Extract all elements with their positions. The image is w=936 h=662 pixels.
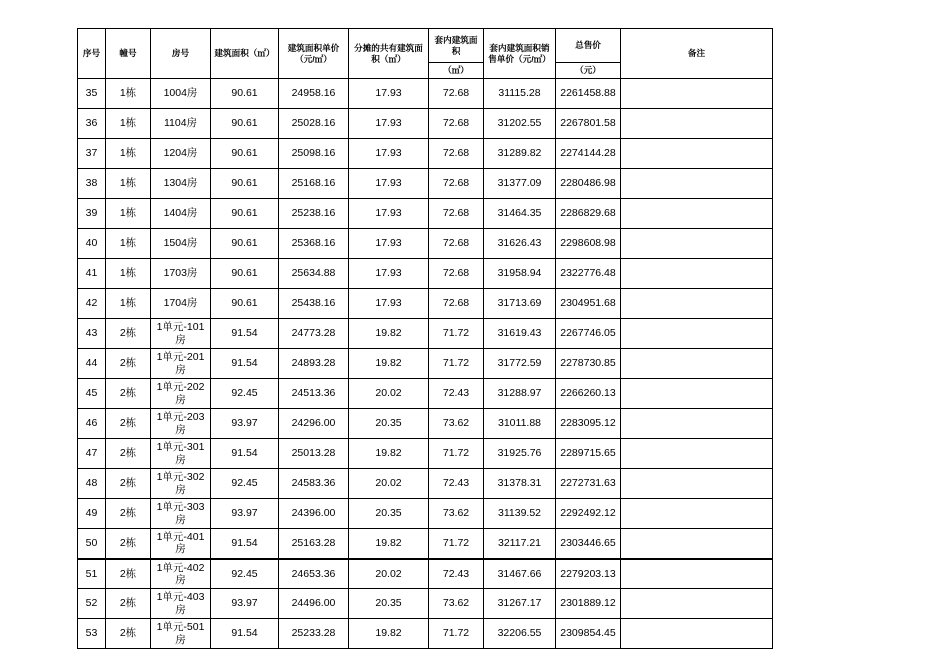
cell-building-area: 90.61 bbox=[211, 79, 279, 109]
column-header-total-price-unit: （元） bbox=[556, 63, 621, 79]
cell-seq: 48 bbox=[78, 469, 106, 499]
cell-inner-unit-price: 31464.35 bbox=[484, 199, 556, 229]
cell-shared-area: 19.82 bbox=[349, 319, 429, 349]
cell-remark bbox=[621, 559, 773, 589]
cell-building-unit-price: 25368.16 bbox=[279, 229, 349, 259]
cell-remark bbox=[621, 409, 773, 439]
cell-room: 1单元-401房 bbox=[151, 529, 211, 559]
cell-seq: 40 bbox=[78, 229, 106, 259]
cell-building-area: 93.97 bbox=[211, 499, 279, 529]
cell-inner-area: 72.68 bbox=[429, 229, 484, 259]
cell-inner-unit-price: 31619.43 bbox=[484, 319, 556, 349]
cell-inner-area: 72.68 bbox=[429, 109, 484, 139]
cell-building: 1栋 bbox=[106, 289, 151, 319]
cell-inner-unit-price: 31958.94 bbox=[484, 259, 556, 289]
cell-shared-area: 20.02 bbox=[349, 379, 429, 409]
cell-seq: 51 bbox=[78, 559, 106, 589]
cell-building-unit-price: 24496.00 bbox=[279, 589, 349, 619]
cell-building-unit-price: 24773.28 bbox=[279, 319, 349, 349]
cell-building: 1栋 bbox=[106, 139, 151, 169]
cell-total-price: 2272731.63 bbox=[556, 469, 621, 499]
cell-remark bbox=[621, 109, 773, 139]
cell-seq: 38 bbox=[78, 169, 106, 199]
table-row bbox=[78, 139, 773, 169]
cell-shared-area: 17.93 bbox=[349, 139, 429, 169]
cell-total-price: 2303446.65 bbox=[556, 529, 621, 559]
cell-inner-area: 72.68 bbox=[429, 169, 484, 199]
cell-building-unit-price: 24653.36 bbox=[279, 559, 349, 589]
cell-remark bbox=[621, 79, 773, 109]
cell-building-area: 90.61 bbox=[211, 259, 279, 289]
column-header-building-unit-price: 建筑面积单价（元/㎡） bbox=[279, 29, 349, 79]
table-row bbox=[78, 109, 773, 139]
table-row bbox=[78, 499, 773, 529]
cell-building: 2栋 bbox=[106, 499, 151, 529]
price-table-container bbox=[77, 28, 772, 649]
cell-inner-area: 73.62 bbox=[429, 589, 484, 619]
table-row bbox=[78, 289, 773, 319]
cell-room: 1单元-501房 bbox=[151, 619, 211, 649]
cell-inner-area: 72.43 bbox=[429, 379, 484, 409]
cell-building: 1栋 bbox=[106, 259, 151, 289]
cell-inner-unit-price: 31267.17 bbox=[484, 589, 556, 619]
cell-inner-area: 71.72 bbox=[429, 349, 484, 379]
cell-building-area: 92.45 bbox=[211, 379, 279, 409]
column-header-building-area: 建筑面积（㎡） bbox=[211, 29, 279, 79]
cell-remark bbox=[621, 469, 773, 499]
price-table bbox=[77, 28, 773, 649]
cell-building-area: 91.54 bbox=[211, 349, 279, 379]
cell-inner-unit-price: 31467.66 bbox=[484, 559, 556, 589]
column-header-seq: 序号 bbox=[78, 29, 106, 79]
cell-inner-area: 71.72 bbox=[429, 529, 484, 559]
cell-building: 2栋 bbox=[106, 439, 151, 469]
cell-remark bbox=[621, 229, 773, 259]
table-row bbox=[78, 379, 773, 409]
cell-total-price: 2298608.98 bbox=[556, 229, 621, 259]
cell-room: 1单元-203房 bbox=[151, 409, 211, 439]
table-row bbox=[78, 559, 773, 589]
cell-seq: 36 bbox=[78, 109, 106, 139]
cell-room: 1304房 bbox=[151, 169, 211, 199]
column-header-room: 房号 bbox=[151, 29, 211, 79]
table-row bbox=[78, 79, 773, 109]
cell-shared-area: 20.02 bbox=[349, 559, 429, 589]
cell-inner-unit-price: 31772.59 bbox=[484, 349, 556, 379]
cell-building: 1栋 bbox=[106, 199, 151, 229]
cell-inner-unit-price: 32117.21 bbox=[484, 529, 556, 559]
cell-total-price: 2261458.88 bbox=[556, 79, 621, 109]
cell-seq: 53 bbox=[78, 619, 106, 649]
cell-building: 2栋 bbox=[106, 319, 151, 349]
cell-shared-area: 17.93 bbox=[349, 199, 429, 229]
cell-inner-area: 72.68 bbox=[429, 79, 484, 109]
cell-building-unit-price: 24513.36 bbox=[279, 379, 349, 409]
cell-building-unit-price: 25168.16 bbox=[279, 169, 349, 199]
cell-remark bbox=[621, 169, 773, 199]
cell-building-unit-price: 25438.16 bbox=[279, 289, 349, 319]
table-row bbox=[78, 259, 773, 289]
cell-seq: 52 bbox=[78, 589, 106, 619]
cell-building: 1栋 bbox=[106, 109, 151, 139]
cell-building-unit-price: 25163.28 bbox=[279, 529, 349, 559]
cell-shared-area: 19.82 bbox=[349, 439, 429, 469]
cell-inner-area: 72.68 bbox=[429, 139, 484, 169]
cell-total-price: 2278730.85 bbox=[556, 349, 621, 379]
cell-inner-area: 71.72 bbox=[429, 619, 484, 649]
table-row bbox=[78, 169, 773, 199]
cell-room: 1单元-101房 bbox=[151, 319, 211, 349]
cell-total-price: 2304951.68 bbox=[556, 289, 621, 319]
cell-inner-unit-price: 31377.09 bbox=[484, 169, 556, 199]
cell-remark bbox=[621, 529, 773, 559]
cell-shared-area: 19.82 bbox=[349, 619, 429, 649]
column-header-total-price: 总售价 bbox=[556, 29, 621, 63]
cell-building-unit-price: 25238.16 bbox=[279, 199, 349, 229]
cell-building-unit-price: 24583.36 bbox=[279, 469, 349, 499]
cell-building: 1栋 bbox=[106, 169, 151, 199]
cell-seq: 37 bbox=[78, 139, 106, 169]
cell-room: 1单元-403房 bbox=[151, 589, 211, 619]
cell-remark bbox=[621, 289, 773, 319]
cell-building: 2栋 bbox=[106, 409, 151, 439]
cell-inner-area: 72.43 bbox=[429, 559, 484, 589]
table-header-row-main bbox=[78, 29, 773, 63]
column-header-remark: 备注 bbox=[621, 29, 773, 79]
cell-seq: 42 bbox=[78, 289, 106, 319]
cell-building-unit-price: 24296.00 bbox=[279, 409, 349, 439]
cell-building-unit-price: 25013.28 bbox=[279, 439, 349, 469]
cell-building: 2栋 bbox=[106, 589, 151, 619]
cell-seq: 46 bbox=[78, 409, 106, 439]
cell-inner-unit-price: 31925.76 bbox=[484, 439, 556, 469]
cell-inner-unit-price: 31139.52 bbox=[484, 499, 556, 529]
cell-room: 1104房 bbox=[151, 109, 211, 139]
cell-room: 1单元-303房 bbox=[151, 499, 211, 529]
cell-remark bbox=[621, 349, 773, 379]
cell-remark bbox=[621, 439, 773, 469]
cell-inner-area: 72.68 bbox=[429, 259, 484, 289]
cell-shared-area: 17.93 bbox=[349, 169, 429, 199]
cell-total-price: 2280486.98 bbox=[556, 169, 621, 199]
cell-seq: 44 bbox=[78, 349, 106, 379]
cell-shared-area: 20.35 bbox=[349, 589, 429, 619]
cell-total-price: 2292492.12 bbox=[556, 499, 621, 529]
cell-inner-unit-price: 31288.97 bbox=[484, 379, 556, 409]
cell-inner-area: 73.62 bbox=[429, 409, 484, 439]
table-row bbox=[78, 229, 773, 259]
cell-building-area: 90.61 bbox=[211, 169, 279, 199]
cell-building-unit-price: 24893.28 bbox=[279, 349, 349, 379]
cell-inner-unit-price: 31202.55 bbox=[484, 109, 556, 139]
cell-room: 1单元-201房 bbox=[151, 349, 211, 379]
cell-total-price: 2274144.28 bbox=[556, 139, 621, 169]
cell-total-price: 2322776.48 bbox=[556, 259, 621, 289]
cell-building-area: 91.54 bbox=[211, 439, 279, 469]
cell-total-price: 2301889.12 bbox=[556, 589, 621, 619]
cell-remark bbox=[621, 499, 773, 529]
cell-inner-area: 73.62 bbox=[429, 499, 484, 529]
table-row bbox=[78, 529, 773, 559]
cell-room: 1单元-302房 bbox=[151, 469, 211, 499]
cell-remark bbox=[621, 259, 773, 289]
cell-room: 1004房 bbox=[151, 79, 211, 109]
table-row bbox=[78, 619, 773, 649]
cell-seq: 49 bbox=[78, 499, 106, 529]
cell-total-price: 2267746.05 bbox=[556, 319, 621, 349]
cell-building-area: 90.61 bbox=[211, 109, 279, 139]
cell-shared-area: 20.02 bbox=[349, 469, 429, 499]
column-header-shared-area: 分摊的共有建筑面积（㎡） bbox=[349, 29, 429, 79]
cell-building-area: 90.61 bbox=[211, 289, 279, 319]
cell-building-area: 91.54 bbox=[211, 619, 279, 649]
cell-building-area: 90.61 bbox=[211, 199, 279, 229]
cell-building-area: 91.54 bbox=[211, 319, 279, 349]
cell-building: 2栋 bbox=[106, 349, 151, 379]
cell-inner-area: 72.43 bbox=[429, 469, 484, 499]
cell-inner-unit-price: 31115.28 bbox=[484, 79, 556, 109]
cell-remark bbox=[621, 199, 773, 229]
column-header-building: 幢号 bbox=[106, 29, 151, 79]
cell-total-price: 2279203.13 bbox=[556, 559, 621, 589]
cell-seq: 39 bbox=[78, 199, 106, 229]
cell-inner-area: 72.68 bbox=[429, 199, 484, 229]
cell-remark bbox=[621, 319, 773, 349]
cell-seq: 45 bbox=[78, 379, 106, 409]
cell-building-area: 93.97 bbox=[211, 409, 279, 439]
cell-building-unit-price: 24396.00 bbox=[279, 499, 349, 529]
column-header-inner-area: 套内建筑面积 bbox=[429, 29, 484, 63]
cell-shared-area: 19.82 bbox=[349, 349, 429, 379]
cell-inner-area: 71.72 bbox=[429, 439, 484, 469]
cell-seq: 47 bbox=[78, 439, 106, 469]
table-row bbox=[78, 589, 773, 619]
cell-inner-unit-price: 31626.43 bbox=[484, 229, 556, 259]
cell-building: 2栋 bbox=[106, 379, 151, 409]
cell-shared-area: 19.82 bbox=[349, 529, 429, 559]
cell-building: 2栋 bbox=[106, 559, 151, 589]
cell-building-area: 91.54 bbox=[211, 529, 279, 559]
cell-building-unit-price: 24958.16 bbox=[279, 79, 349, 109]
cell-inner-unit-price: 32206.55 bbox=[484, 619, 556, 649]
table-row bbox=[78, 439, 773, 469]
column-header-inner-unit-price: 套内建筑面积销售单价（元/㎡） bbox=[484, 29, 556, 79]
cell-total-price: 2289715.65 bbox=[556, 439, 621, 469]
table-row bbox=[78, 469, 773, 499]
cell-total-price: 2283095.12 bbox=[556, 409, 621, 439]
cell-building: 2栋 bbox=[106, 619, 151, 649]
table-row bbox=[78, 349, 773, 379]
cell-inner-unit-price: 31289.82 bbox=[484, 139, 556, 169]
table-row bbox=[78, 319, 773, 349]
cell-room: 1404房 bbox=[151, 199, 211, 229]
cell-building-area: 90.61 bbox=[211, 139, 279, 169]
cell-remark bbox=[621, 589, 773, 619]
cell-building: 1栋 bbox=[106, 229, 151, 259]
table-header bbox=[78, 29, 773, 79]
cell-building-area: 90.61 bbox=[211, 229, 279, 259]
cell-total-price: 2286829.68 bbox=[556, 199, 621, 229]
cell-shared-area: 20.35 bbox=[349, 409, 429, 439]
cell-building-unit-price: 25098.16 bbox=[279, 139, 349, 169]
table-row bbox=[78, 409, 773, 439]
cell-room: 1504房 bbox=[151, 229, 211, 259]
cell-seq: 50 bbox=[78, 529, 106, 559]
cell-seq: 43 bbox=[78, 319, 106, 349]
cell-total-price: 2266260.13 bbox=[556, 379, 621, 409]
cell-room: 1704房 bbox=[151, 289, 211, 319]
cell-shared-area: 17.93 bbox=[349, 79, 429, 109]
cell-building-unit-price: 25634.88 bbox=[279, 259, 349, 289]
cell-shared-area: 17.93 bbox=[349, 289, 429, 319]
cell-remark bbox=[621, 619, 773, 649]
cell-building-area: 92.45 bbox=[211, 559, 279, 589]
cell-shared-area: 17.93 bbox=[349, 109, 429, 139]
cell-room: 1单元-402房 bbox=[151, 559, 211, 589]
cell-building: 1栋 bbox=[106, 79, 151, 109]
cell-room: 1703房 bbox=[151, 259, 211, 289]
cell-inner-area: 71.72 bbox=[429, 319, 484, 349]
cell-inner-unit-price: 31713.69 bbox=[484, 289, 556, 319]
cell-building: 2栋 bbox=[106, 529, 151, 559]
cell-building: 2栋 bbox=[106, 469, 151, 499]
cell-total-price: 2267801.58 bbox=[556, 109, 621, 139]
cell-room: 1单元-202房 bbox=[151, 379, 211, 409]
cell-shared-area: 17.93 bbox=[349, 259, 429, 289]
cell-total-price: 2309854.45 bbox=[556, 619, 621, 649]
cell-shared-area: 20.35 bbox=[349, 499, 429, 529]
column-header-inner-area-unit: （㎡） bbox=[429, 63, 484, 79]
table-body bbox=[78, 79, 773, 649]
cell-remark bbox=[621, 139, 773, 169]
cell-room: 1204房 bbox=[151, 139, 211, 169]
cell-building-unit-price: 25028.16 bbox=[279, 109, 349, 139]
cell-remark bbox=[621, 379, 773, 409]
cell-seq: 41 bbox=[78, 259, 106, 289]
cell-inner-unit-price: 31378.31 bbox=[484, 469, 556, 499]
cell-building-area: 93.97 bbox=[211, 589, 279, 619]
table-row bbox=[78, 199, 773, 229]
cell-building-area: 92.45 bbox=[211, 469, 279, 499]
cell-inner-unit-price: 31011.88 bbox=[484, 409, 556, 439]
cell-room: 1单元-301房 bbox=[151, 439, 211, 469]
cell-seq: 35 bbox=[78, 79, 106, 109]
cell-building-unit-price: 25233.28 bbox=[279, 619, 349, 649]
cell-inner-area: 72.68 bbox=[429, 289, 484, 319]
cell-shared-area: 17.93 bbox=[349, 229, 429, 259]
